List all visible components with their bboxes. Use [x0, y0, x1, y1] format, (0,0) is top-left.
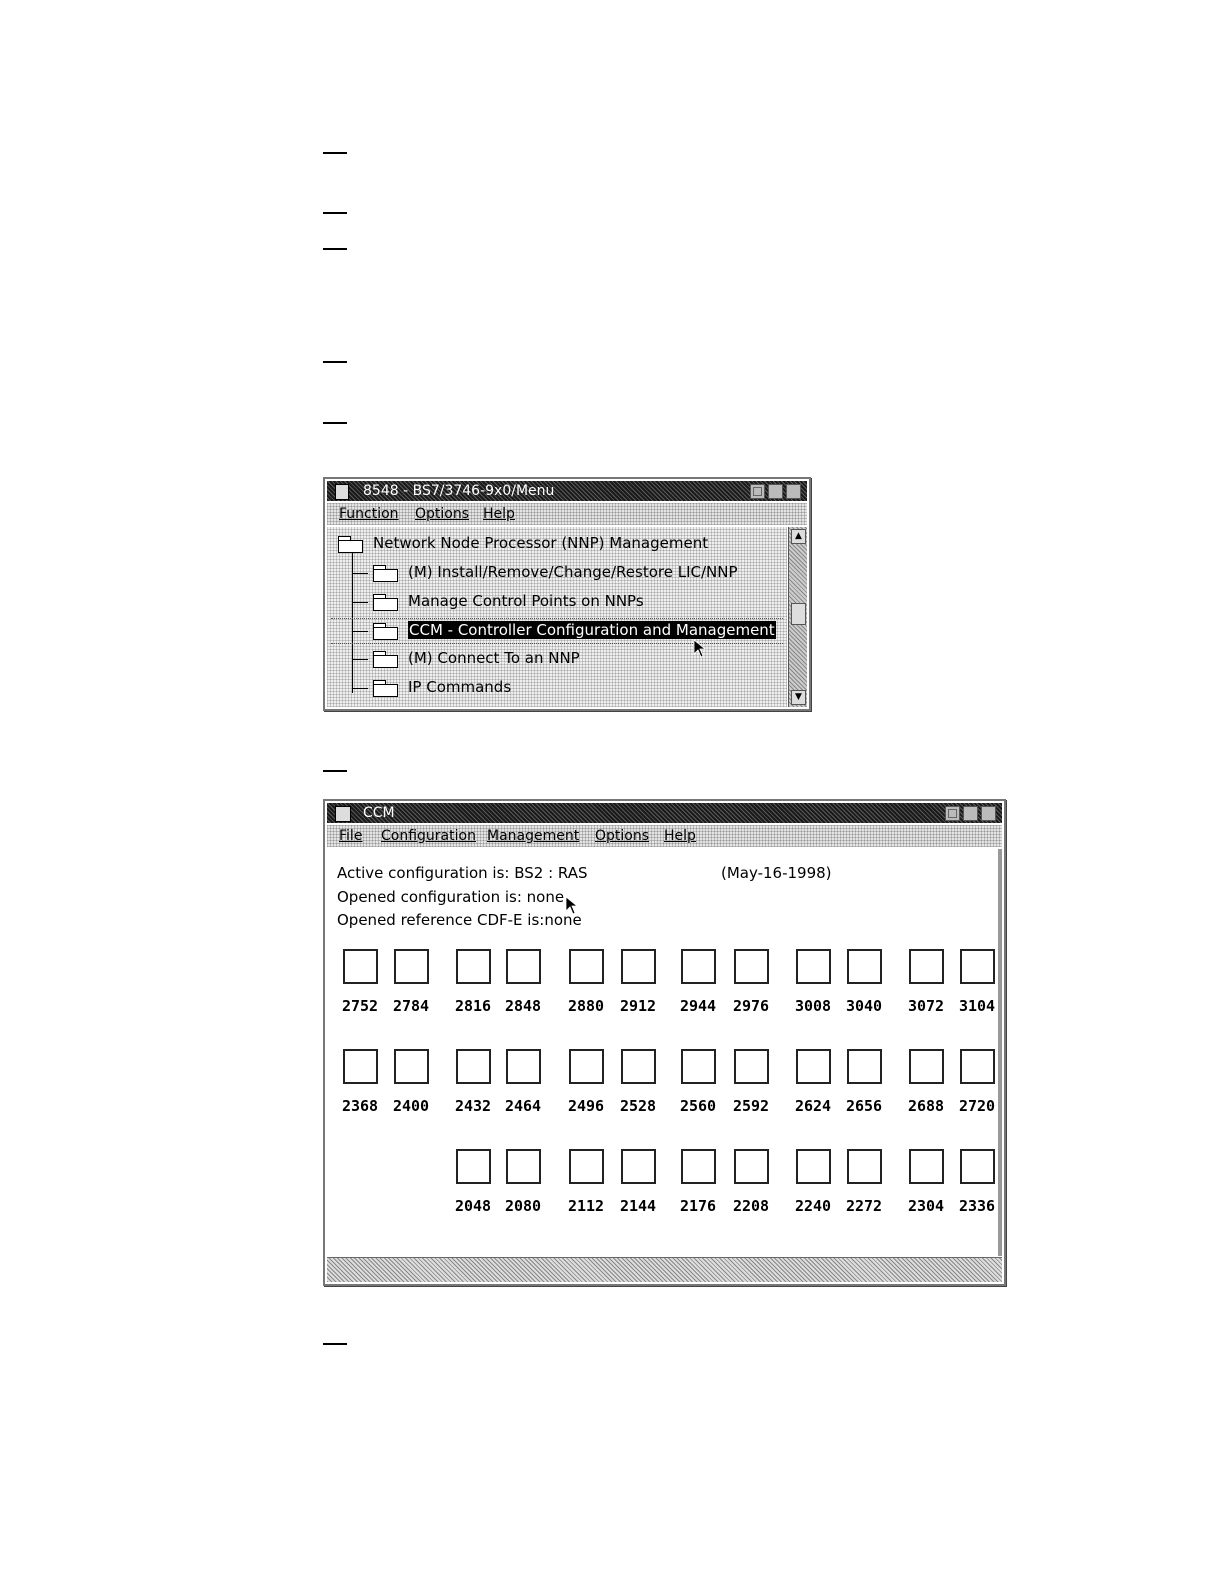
margin-dash: [323, 248, 347, 250]
controller-box-label: 2112: [567, 1197, 605, 1215]
controller-box-label: 3040: [845, 997, 883, 1015]
controller-box[interactable]: [960, 1049, 995, 1084]
tree-item-label: (M) Install/Remove/Change/Restore LIC/NNP: [408, 563, 738, 581]
controller-box-label: 2208: [732, 1197, 770, 1215]
menu-bar: [327, 503, 807, 525]
controller-box[interactable]: [621, 1149, 656, 1184]
controller-box-label: 2880: [567, 997, 605, 1015]
controller-box-label: 2592: [732, 1097, 770, 1115]
controller-box[interactable]: [506, 949, 541, 984]
controller-box[interactable]: [734, 1049, 769, 1084]
controller-box[interactable]: [506, 1149, 541, 1184]
tree-item-ip[interactable]: [372, 676, 511, 698]
tree-item-control-points[interactable]: [372, 590, 644, 612]
tree-line: [352, 602, 368, 603]
tree-root-label: Network Node Processor (NNP) Management: [373, 534, 709, 552]
ccm-window: [323, 799, 1006, 1286]
controller-box[interactable]: [734, 1149, 769, 1184]
tree-item-install[interactable]: [372, 561, 738, 583]
controller-box-label: 2624: [794, 1097, 832, 1115]
close-icon[interactable]: [750, 484, 765, 499]
controller-box-label: 2304: [907, 1197, 945, 1215]
title-bar[interactable]: [327, 481, 807, 501]
controller-box-label: 2976: [732, 997, 770, 1015]
controller-box[interactable]: [796, 1049, 831, 1084]
controller-box[interactable]: [681, 949, 716, 984]
tree-line: [352, 659, 368, 660]
controller-box[interactable]: [847, 949, 882, 984]
vertical-scrollbar[interactable]: [788, 527, 807, 707]
controller-box-label: 2432: [454, 1097, 492, 1115]
maximize-icon[interactable]: [786, 484, 801, 499]
menu-file[interactable]: File: [339, 828, 363, 844]
controller-box-label: 2752: [341, 997, 379, 1015]
controller-box[interactable]: [456, 949, 491, 984]
controller-box-label: 2400: [392, 1097, 430, 1115]
opened-reference-label: Opened reference CDF-E is:none: [337, 911, 582, 929]
opened-configuration-label: Opened configuration is: none: [337, 888, 565, 906]
scroll-down-icon[interactable]: ▼: [791, 690, 806, 705]
title-bar[interactable]: [327, 803, 1002, 823]
tree-item-connect[interactable]: [372, 647, 580, 669]
menu-window: [323, 477, 811, 711]
controller-box-label: 2496: [567, 1097, 605, 1115]
controller-box[interactable]: [847, 1149, 882, 1184]
controller-box-label: 2912: [619, 997, 657, 1015]
controller-box-label: 3104: [958, 997, 996, 1015]
tree-item-ccm[interactable]: [372, 619, 776, 641]
controller-box-label: 2176: [679, 1197, 717, 1215]
controller-box[interactable]: [343, 949, 378, 984]
controller-box[interactable]: [681, 1149, 716, 1184]
controller-box[interactable]: [506, 1049, 541, 1084]
controller-box-label: 2688: [907, 1097, 945, 1115]
system-menu-icon[interactable]: [335, 484, 349, 500]
margin-dash: [323, 1343, 347, 1345]
tree-item-label: Manage Control Points on NNPs: [408, 592, 644, 610]
margin-dash: [323, 152, 347, 154]
ccm-app-icon[interactable]: [335, 806, 351, 822]
controller-box-label: 2240: [794, 1197, 832, 1215]
scroll-up-icon[interactable]: ▲: [791, 529, 806, 544]
controller-box[interactable]: [456, 1049, 491, 1084]
tree-item-label: (M) Connect To an NNP: [408, 649, 580, 667]
controller-box[interactable]: [569, 949, 604, 984]
controller-box-label: 2080: [504, 1197, 542, 1215]
tree-item-label-selected: CCM - Controller Configuration and Management: [409, 621, 775, 639]
folder-icon: [372, 623, 398, 639]
menu-help[interactable]: Help: [664, 828, 696, 844]
menu-help[interactable]: Help: [483, 506, 515, 522]
scroll-thumb[interactable]: [791, 603, 806, 625]
status-bar: [327, 1257, 1002, 1282]
controller-box-label: 2656: [845, 1097, 883, 1115]
controller-box[interactable]: [681, 1049, 716, 1084]
controller-box[interactable]: [847, 1049, 882, 1084]
controller-box-label: 2848: [504, 997, 542, 1015]
close-icon[interactable]: [945, 806, 960, 821]
menu-options[interactable]: Options: [595, 828, 650, 844]
controller-box-label: 2144: [619, 1197, 657, 1215]
controller-box[interactable]: [456, 1149, 491, 1184]
controller-box[interactable]: [343, 1049, 378, 1084]
menu-management[interactable]: Management: [487, 828, 580, 844]
controller-box[interactable]: [909, 949, 944, 984]
controller-box[interactable]: [394, 1049, 429, 1084]
controller-box[interactable]: [909, 1149, 944, 1184]
controller-box[interactable]: [960, 949, 995, 984]
tree-line: [352, 573, 368, 574]
open-folder-icon: [337, 536, 363, 552]
margin-dash: [323, 422, 347, 424]
controller-box[interactable]: [621, 949, 656, 984]
menu-bar: [327, 825, 1002, 847]
controller-box-label: 2048: [454, 1197, 492, 1215]
controller-box-label: 2816: [454, 997, 492, 1015]
margin-dash: [323, 361, 347, 363]
controller-box[interactable]: [960, 1149, 995, 1184]
controller-box[interactable]: [909, 1049, 944, 1084]
controller-box-label: 2784: [392, 997, 430, 1015]
controller-box[interactable]: [394, 949, 429, 984]
folder-icon: [372, 594, 398, 610]
folder-icon: [372, 565, 398, 581]
controller-box[interactable]: [621, 1049, 656, 1084]
folder-icon: [372, 680, 398, 696]
menu-configuration[interactable]: Configuration: [381, 828, 476, 844]
controller-box-label: 2464: [504, 1097, 542, 1115]
controller-box-label: 2720: [958, 1097, 996, 1115]
margin-dash: [323, 212, 347, 214]
controller-box[interactable]: [796, 1149, 831, 1184]
folder-icon: [372, 651, 398, 667]
active-configuration-label: Active configuration is: BS2 : RAS: [337, 864, 588, 882]
controller-box-label: 3008: [794, 997, 832, 1015]
window-title: 8548 - BS7/3746-9x0/Menu: [363, 483, 555, 499]
controller-box-label: 3072: [907, 997, 945, 1015]
tree-root[interactable]: [337, 532, 708, 554]
controller-box-label: 2272: [845, 1197, 883, 1215]
minimize-icon[interactable]: [768, 484, 783, 499]
minimize-icon[interactable]: [963, 806, 978, 821]
window-title: CCM: [363, 805, 395, 821]
maximize-icon[interactable]: [981, 806, 996, 821]
controller-box[interactable]: [569, 1149, 604, 1184]
margin-dash: [323, 770, 347, 772]
menu-function[interactable]: Function: [339, 506, 399, 522]
configuration-date: (May-16-1998): [721, 864, 832, 882]
controller-box-label: 2944: [679, 997, 717, 1015]
controller-box-label: 2528: [619, 1097, 657, 1115]
controller-box-label: 2560: [679, 1097, 717, 1115]
controller-box[interactable]: [796, 949, 831, 984]
menu-options[interactable]: Options: [415, 506, 470, 522]
controller-box-label: 2336: [958, 1197, 996, 1215]
controller-box[interactable]: [734, 949, 769, 984]
tree-item-label: IP Commands: [408, 678, 512, 696]
tree-view: [327, 527, 787, 707]
controller-box[interactable]: [569, 1049, 604, 1084]
ccm-content: [327, 849, 1002, 1256]
tree-line: [352, 688, 368, 689]
controller-box-label: 2368: [341, 1097, 379, 1115]
